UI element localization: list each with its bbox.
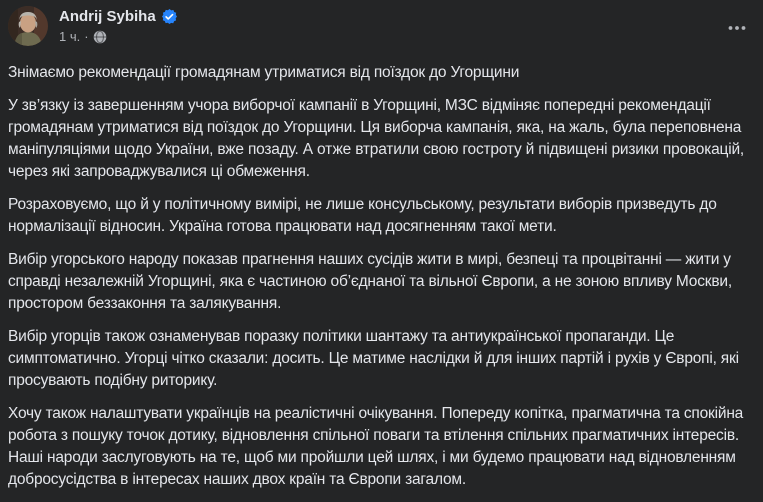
post-header — [8, 6, 755, 46]
post-body — [8, 46, 755, 491]
post-text-paragraph: Знімаємо рекомендації громадянам утриматися від поїздок до Угорщини — [8, 64, 520, 81]
ellipsis-icon — [727, 18, 747, 38]
post-text-paragraph: Хочу також налаштувати українців на реалістичні очікування. Попереду копітка, прагматична та спокійна робота з пошуку точок дотику, відновлення спільної поваги та втілення спільних прагматичних інтересів. Наші народи заслуговують на те, щоб ми пройшли цей шлях, і ми будемо працювати над відновленням добросусідства в інтересах наших двох країн та Європи загалом. — [8, 405, 744, 488]
timestamp[interactable]: 1 ч. — [59, 28, 81, 44]
author-name[interactable]: Andrij Sybiha — [59, 7, 156, 25]
avatar-portrait — [8, 6, 48, 46]
avatar[interactable] — [8, 6, 48, 46]
post-text-paragraph: Вибір угорців також ознаменував поразку політики шантажу та антиукраїнської пропаганди. Це симптоматично. Угорці чітко сказали: досить. Це матиме наслідки й для інших партій і рухів у Європі, які просувають подібну риторику. — [8, 328, 739, 389]
more-options-button[interactable] — [721, 12, 753, 44]
author-name-row — [59, 8, 177, 26]
post-header-info — [59, 8, 177, 45]
meta-separator: · — [84, 28, 89, 44]
globe-icon — [93, 30, 107, 44]
verified-badge-icon — [162, 9, 177, 24]
post-meta-row — [59, 29, 177, 45]
post-text-paragraph: Розраховуємо, що й у політичному вимірі, не лише консульському, результати виборів призведуть до нормалізації відносин. Україна готова працювати над досягненням такої мети. — [8, 196, 717, 235]
post-text-paragraph: Вибір угорського народу показав прагнення наших сусідів жити в мирі, безпеці та процвітанні — жити у справді незалежній Угорщині, яка є частиною об’єднаної та вільної Європи, а не зоною впливу Москви, простором беззаконня та залякування. — [8, 251, 732, 312]
post-text-paragraph: У зв’язку із завершенням учора виборчої кампанії в Угорщині, МЗС відміняє попередні рекомендації громадянам утриматися від поїздок до Угорщини. Ця виборча кампанія, яка, на жаль, була переповнена маніпуляціями щодо України, вже позаду. А отже втратили свою гостроту й підвищені ризики провокацій, через які запроваджувалися ці обмеження. — [8, 97, 745, 180]
